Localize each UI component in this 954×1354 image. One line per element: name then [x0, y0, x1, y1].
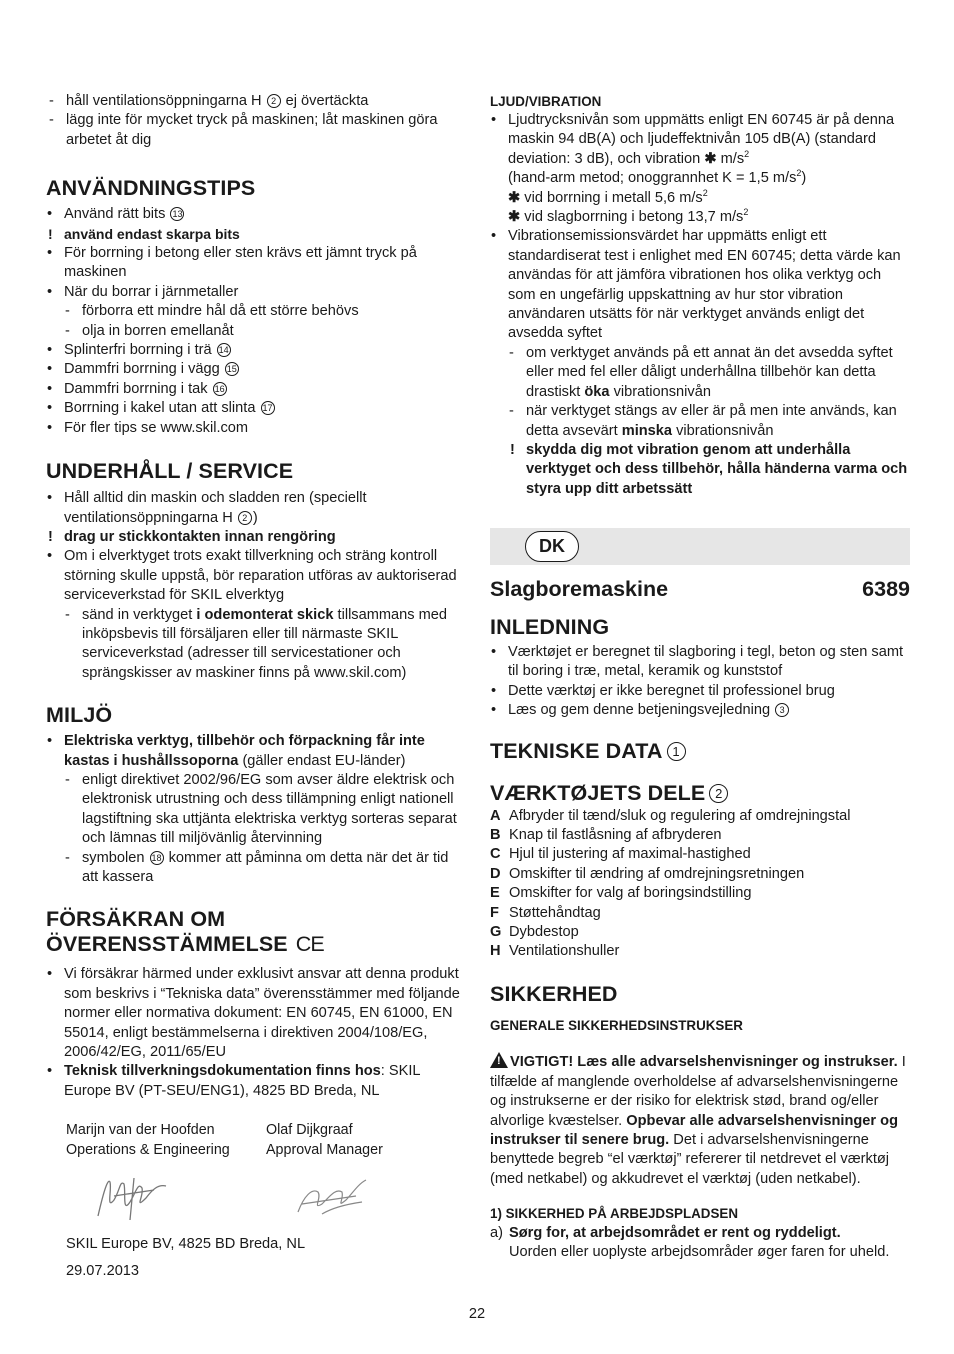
list-item: - olja in borren emellanåt — [64, 322, 466, 341]
environment-heading: MILJÖ — [46, 703, 113, 728]
ce-mark-icon: CE — [295, 932, 324, 957]
signatories — [66, 1121, 466, 1160]
signatory-name: Marijn van der Hoofden — [66, 1122, 215, 1139]
signature-1-icon — [94, 1170, 174, 1224]
list-item: C Hjul til justering af maximal-hastighed — [490, 846, 751, 863]
signatory-title: Operations & Engineering — [66, 1141, 230, 1158]
language-bar — [490, 528, 910, 565]
list-item: • Dammfri borrning i vägg 15 — [46, 360, 466, 379]
list-item: • Dette værktøj er ikke beregnet til professionel brug — [490, 682, 910, 701]
list-item: • Håll alltid din maskin och sladden ren (speciellt ventilationsöppningarna H 2 ) — [46, 489, 466, 528]
list-item: - om verktyget används på ett annat än det avsedda syftet eller med fel eller dåligt underhållna tillbehör kan detta drastiskt öka vibrationsnivån — [508, 344, 910, 402]
conformity-list — [46, 965, 466, 1101]
list-item: • Om i elverktyget trots exakt tillverkning och sträng kontroll störning skulle uppstå, bör reparation utföras av auktoriserad serviceverkstad för SKIL elverktyg - sänd in verktyget i odemonterat skick tillsammans med inköpsbevis till försäljaren eller till närmaste SKIL serviceverkstad (adresser till servicestationer och sprängskisser av maskiner finns på www.skil.com) — [46, 547, 466, 683]
list-item: • Vibrationsemissionsvärdet har uppmätts enligt ett standardiserat test i enlighet med EN 60745; detta värde kan användas för att jämföra vibrationen hos olika verktyg och som en ungefärlig uppskattning av hur stor vibration användaren utsätts för när verktyget används enligt det avsedda syftet - om verktyget används på ett annat än det avsedda syftet eller med fel eller dåligt underhållna tillbehör kan detta drastiskt öka vibrationsnivån - när verktyget stängs av eller är på men inte används, kan detta avsevärt minska vibrationsnivån ! skydda dig mot vibration genom att underhålla verktyget och dess tillbehör, hålla händerna varma och styra upp ditt arbetssätt — [490, 227, 910, 499]
list-item: • Splinterfri borrning i trä 14 — [46, 341, 466, 360]
list-item: - håll ventilationsöppningarna H 2 ej övertäckta — [48, 92, 466, 111]
list-item: • När du borrar i järnmetaller - förborra ett mindre hål då ett större behövs - olja in borren emellanåt — [46, 283, 466, 341]
product-model: 6389 — [862, 577, 910, 601]
environment-list — [46, 732, 466, 887]
list-item: • Borrning i kakel utan att slinta 17 — [46, 399, 466, 418]
signatory-1 — [66, 1121, 266, 1160]
intro-list — [490, 643, 910, 721]
callout-number: 16 — [214, 383, 225, 394]
sound-list — [490, 111, 910, 499]
conformity-heading: FÖRSÄKRAN OM ÖVERENSSTÄMMELSE CE — [46, 907, 324, 957]
signatory-name: Olaf Dijkgraaf — [266, 1122, 353, 1139]
callout-number: 17 — [262, 403, 273, 414]
callout-number: 2 — [267, 94, 281, 108]
list-item: • Använd rätt bits 13 — [46, 205, 466, 224]
tech-data-heading: TEKNISKE DATA 1 — [490, 738, 910, 764]
list-item: • Ljudtrycksnivån som uppmätts enligt EN 60745 är på denna maskin 94 dB(A) och ljudeffektnivån 105 dB(A) (standard deviation: 3 dB), och vibration ✱ $m/s^2$ (hand-arm metod; onoggrannhet K = 1,5 $m/s^2$) ✱ vid borrning i metall 5,6 $m/s^2$ ✱ vid slagborrning i betong 13,7 $m/s^2$ — [490, 111, 910, 227]
list-item: - sänd in verktyget i odemonterat skick tillsammans med inköpsbevis till försäljaren eller till närmaste SKIL serviceverkstad (adresser till servicestationer och sprängskisser av maskiner finns på www.skil.com) — [64, 606, 466, 684]
document-date: 29.07.2013 — [66, 1263, 140, 1280]
usage-list — [46, 205, 466, 438]
usage-heading: ANVÄNDNINGSTIPS — [46, 176, 256, 201]
parts-heading: VÆRKTØJETS DELE 2 — [490, 780, 910, 806]
list-item: • Elektriska verktyg, tillbehör och förpackning får inte kastas i hushållssoporna (gäller endast EU-länder) - enligt direktivet 2002/96/EG som avser äldre elektrisk och elektronisk utrustning och dess tillämpning enligt nationell lagstiftning ska uttjänta elektriska verktyg sorteras separat och lämnas till miljövänlig återvinning - symbolen 18 kommer att påminna om detta när det är tid att kassera — [46, 732, 466, 887]
warning-item: ! skydda dig mot vibration genom att underhålla verktyget och dess tillbehör, hålla händerna varma och styra upp ditt arbetssätt — [508, 441, 910, 499]
callout-number: 15 — [226, 364, 237, 375]
right-column-dk — [490, 576, 910, 1262]
list-item: F Støttehåndtag — [490, 904, 601, 921]
list-item: • Teknisk tillverkningsdokumentation finns hos: SKIL Europe BV (PT-SEU/ENG1), 4825 BD Breda, NL — [46, 1062, 466, 1101]
safety-subheading: GENERALE SIKKERHEDSINSTRUKSER — [490, 1017, 743, 1033]
signatory-title: Approval Manager — [266, 1141, 383, 1158]
signature-2-icon — [292, 1174, 372, 1220]
safety-item-a: a) Sørg for, at arbejdsområdet er rent og ryddeligt. Uorden eller uoplyste arbejdsområder øger faren for uheld. — [490, 1224, 890, 1260]
signature-images — [66, 1160, 466, 1234]
safety-heading: SIKKERHED — [490, 981, 618, 1006]
callout-number: 13 — [172, 209, 183, 220]
list-item: • För borrning i betong eller sten krävs ett jämnt tryck på maskinen — [46, 244, 466, 283]
star-icon: ✱ — [704, 150, 717, 167]
warning-icon — [490, 1052, 508, 1068]
callout-number: 1 — [667, 742, 686, 761]
warning-item: ! använd endast skarpa bits — [46, 225, 466, 244]
list-item: H Ventilationshuller — [490, 943, 620, 960]
list-item: D Omskifter til ændring af omdrejningsretningen — [490, 865, 805, 882]
list-item: - enligt direktivet 2002/96/EG som avser äldre elektrisk och elektronisk utrustning och dess tillämpning enligt nationell lagstiftning ska uttjänta elektriska verktyg sorteras separat och lämnas till miljövänlig återvinning — [64, 771, 466, 849]
service-heading: UNDERHÅLL / SERVICE — [46, 459, 294, 484]
list-item: - symbolen 18 kommer att påminna om detta när det är tid att kassera — [64, 849, 466, 888]
callout-number: 18 — [151, 852, 162, 863]
signatory-2 — [266, 1121, 466, 1160]
list-item: B Knap til fastlåsning af afbryderen — [490, 827, 722, 844]
list-item: • För fler tips se www.skil.com — [46, 419, 466, 438]
parts-list — [490, 807, 910, 962]
list-item: • Vi försäkrar härmed under exklusivt ansvar att denna produkt som beskrivs i “Tekniska data” överensstämmer med följande normer eller normativa dokument: EN 60745, EN 61000, EN 55014, enligt bestämmelserna i direktiven 2004/108/EG, 2006/42/EG, 2011/65/EU — [46, 965, 466, 1062]
callout-number: 14 — [218, 345, 229, 356]
star-icon: ✱ — [508, 209, 521, 226]
page-number: 22 — [468, 1306, 486, 1322]
safety-paragraph: !VIGTIGT! Læs alle advarselshenvisninger og instrukser. I tilfælde af manglende overholdelse af advarselshenvisningerne og instrukserne er der risiko for elektrisk stød, brand og/eller alvorlige kvæstelser. Opbevar alle advarselshenvisninger og instrukser til senere brug. Det i advarselshenvisningerne benyttede begreb “el værktøj” refererer til netdrevet el værktøj (med netkabel) og akkudrevet el værktøj (uden netkabel). — [490, 1052, 910, 1189]
product-title-row — [490, 576, 910, 602]
intro-heading: INLEDNING — [490, 615, 610, 639]
list-item: A Afbryder til tænd/sluk og regulering af omdrejningstal — [490, 807, 851, 824]
list-item: - när verktyget stängs av eller är på men inte används, kan detta avsevärt minska vibrationsnivån — [508, 402, 910, 441]
service-list — [46, 489, 466, 683]
list-item: • Dammfri borrning i tak 16 — [46, 380, 466, 399]
intro-dash-list — [48, 92, 466, 150]
list-item: G Dybdestop — [490, 924, 579, 941]
right-column — [490, 92, 910, 499]
star-icon: ✱ — [508, 189, 521, 206]
list-item: • Læs og gem denne betjeningsvejledning 3 — [490, 701, 910, 720]
left-column — [46, 92, 466, 1282]
callout-number: 2 — [709, 784, 728, 803]
warning-item: ! drag ur stickkontakten innan rengöring — [46, 528, 466, 547]
product-title: Slagboremaskine — [490, 577, 669, 601]
work-area-heading: 1) SIKKERHED PÅ ARBEJDSPLADSEN — [490, 1206, 739, 1222]
language-badge: DK — [525, 531, 579, 562]
list-item: - lägg inte för mycket tryck på maskinen; låt maskinen göra arbetet åt dig — [48, 111, 466, 150]
callout-number: 2 — [238, 511, 252, 525]
callout-number: 3 — [775, 703, 789, 717]
company-address: SKIL Europe BV, 4825 BD Breda, NL — [66, 1236, 306, 1253]
list-item: E Omskifter for valg af boringsindstilling — [490, 885, 752, 902]
list-item: - förborra ett mindre hål då ett större behövs — [64, 302, 466, 321]
list-item: • Værktøjet er beregnet til slagboring i tegl, beton og sten samt til boring i træ, metal, keramik og kunststof — [490, 643, 910, 682]
sound-heading: LJUD/VIBRATION — [490, 94, 602, 109]
